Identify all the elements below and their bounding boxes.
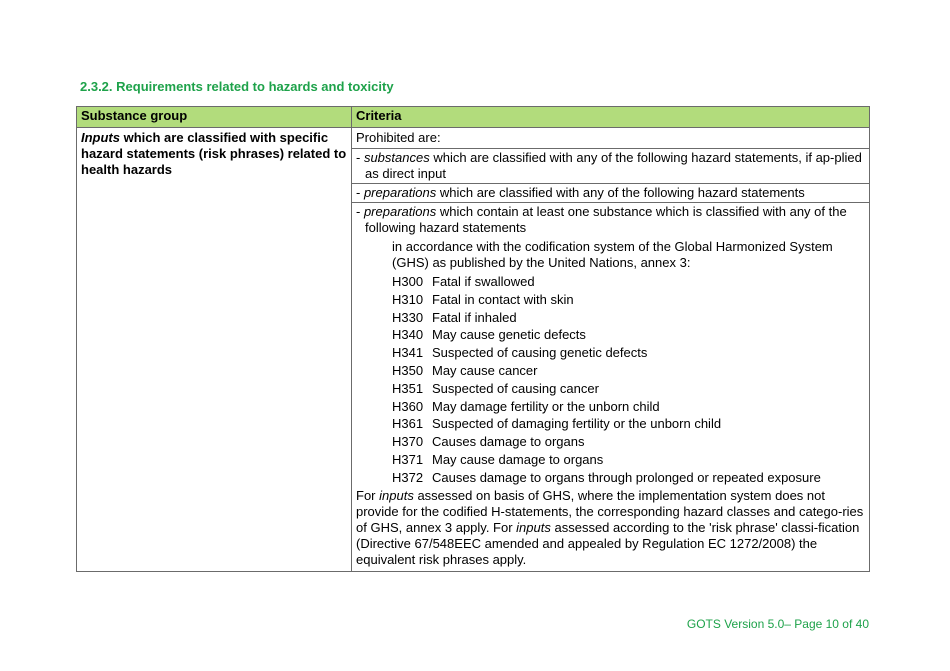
header-substance-group: Substance group	[77, 107, 352, 128]
hazard-statement: H341 Suspected of causing genetic defects	[392, 345, 648, 361]
page-footer: GOTS Version 5.0– Page 10 of 40	[686, 617, 869, 631]
header-criteria: Criteria	[352, 107, 870, 128]
hazard-statement: H361 Suspected of damaging fertility or the unborn child	[392, 416, 722, 432]
hazard-statement: H340 May cause genetic defects	[392, 327, 586, 343]
hazard-requirements-table	[76, 106, 870, 572]
table-row	[77, 128, 870, 572]
ghs-note: in accordance with the codification system of the Global Harmonized System (GHS) as published by the United Nations, annex 3:	[392, 239, 833, 270]
substance-group-cell	[77, 128, 352, 572]
criteria-intro: Prohibited are:	[356, 130, 441, 145]
section-title: 2.3.2. Requirements related to hazards and toxicity	[80, 79, 394, 94]
hazard-statement: H350 May cause cancer	[392, 362, 538, 378]
criteria-item-preparations-containing: - preparations which contain at least one substance which is classified with any of the following hazard statements	[352, 202, 869, 237]
hazard-statement: H360 May damage fertility or the unborn child	[392, 398, 660, 414]
hazard-statement: H370 Causes damage to organs	[392, 434, 585, 450]
inputs-term: Inputs	[81, 130, 120, 145]
hazard-statement: H310 Fatal in contact with skin	[392, 291, 574, 307]
hazard-statement: H372 Causes damage to organs through prolonged or repeated exposure	[392, 469, 821, 485]
closing-paragraph: For inputs assessed on basis of GHS, where the implementation system does not provide for the codified H-statements, the corresponding hazard classes and catego-ries of GHS, annex 3 apply. For inputs assessed according to the 'risk phrase' classi-fication (Directive 67/548EEC amended and appealed by Regulation EC 1272/2008) the equivalent risk phrases apply.	[356, 487, 864, 567]
criteria-item-preparations: - preparations which are classified with any of the following hazard statements	[352, 183, 869, 202]
hazard-statement: H371 May cause damage to organs	[392, 451, 604, 467]
hazard-statement: H300 Fatal if swallowed	[392, 274, 535, 289]
hazard-statement-list	[352, 273, 869, 487]
hazard-statement: H330 Fatal if inhaled	[392, 309, 517, 325]
criteria-item-substances: - substances which are classified with any of the following hazard statements, if ap-plied as direct input	[352, 148, 869, 183]
substance-group-text: which are classified with specific hazard statements (risk phrases) related to health hazards	[81, 130, 347, 177]
table-header-row	[77, 107, 870, 128]
criteria-cell	[352, 128, 870, 572]
hazard-statement: H351 Suspected of causing cancer	[392, 380, 599, 396]
